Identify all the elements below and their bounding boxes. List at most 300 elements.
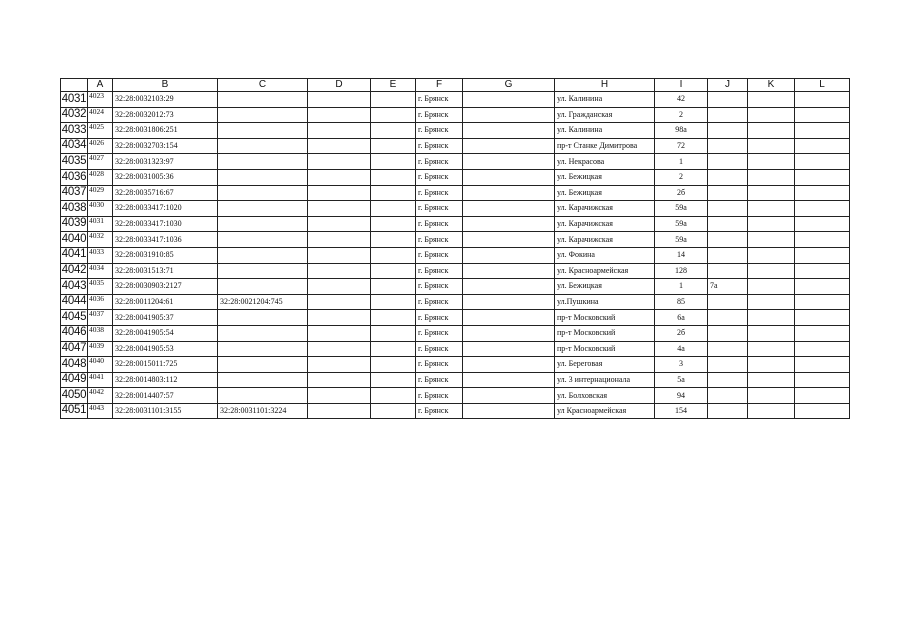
cell-j[interactable] [708, 263, 748, 279]
cell-j[interactable] [708, 123, 748, 139]
cell-f-city[interactable]: г. Брянск [416, 310, 463, 326]
cell-k[interactable] [748, 341, 795, 357]
cell-f-city[interactable]: г. Брянск [416, 138, 463, 154]
cell-h-street[interactable]: ул. 3 интернационала [555, 372, 655, 388]
column-header-a[interactable]: A [88, 79, 113, 92]
table-row [61, 341, 850, 357]
cell-j[interactable] [708, 107, 748, 123]
cell-l[interactable] [795, 310, 850, 326]
cell-a[interactable]: 4036 [88, 294, 113, 310]
cell-b-cadastral-number[interactable]: 32:28:0031101:3155 [113, 403, 218, 419]
table-row [61, 357, 850, 373]
row-number[interactable]: 4038 [61, 201, 88, 217]
cell-g[interactable] [463, 169, 555, 185]
cell-i-house-number[interactable]: 59а [655, 216, 708, 232]
cell-a[interactable]: 4043 [88, 403, 113, 419]
cell-i-house-number[interactable]: 154 [655, 403, 708, 419]
cell-a[interactable]: 4033 [88, 247, 113, 263]
cell-g[interactable] [463, 232, 555, 248]
cell-i-house-number[interactable]: 98а [655, 123, 708, 139]
cell-g[interactable] [463, 185, 555, 201]
row-number[interactable]: 4040 [61, 232, 88, 248]
cell-f-city[interactable]: г. Брянск [416, 357, 463, 373]
cell-l[interactable] [795, 357, 850, 373]
cell-j[interactable] [708, 325, 748, 341]
column-header-row [61, 79, 850, 92]
cell-i-house-number[interactable]: 59а [655, 232, 708, 248]
cell-j[interactable] [708, 138, 748, 154]
cell-k[interactable] [748, 92, 795, 108]
cell-i-house-number[interactable]: 14 [655, 247, 708, 263]
cell-g[interactable] [463, 341, 555, 357]
cell-h-street[interactable]: ул. Гражданская [555, 107, 655, 123]
cell-k[interactable] [748, 325, 795, 341]
cell-k[interactable] [748, 247, 795, 263]
cell-j[interactable] [708, 388, 748, 404]
cell-f-city[interactable]: г. Брянск [416, 92, 463, 108]
column-header-h[interactable]: H [555, 79, 655, 92]
cell-a[interactable]: 4026 [88, 138, 113, 154]
cell-l[interactable] [795, 372, 850, 388]
cell-c-cadastral-number[interactable] [218, 325, 308, 341]
cell-k[interactable] [748, 169, 795, 185]
row-number[interactable]: 4041 [61, 247, 88, 263]
cell-c-cadastral-number[interactable] [218, 201, 308, 217]
cell-h-street[interactable]: ул. Красноармейская [555, 263, 655, 279]
cell-e[interactable] [371, 201, 416, 217]
cell-f-city[interactable]: г. Брянск [416, 263, 463, 279]
cell-g[interactable] [463, 107, 555, 123]
cell-l[interactable] [795, 325, 850, 341]
cell-l[interactable] [795, 216, 850, 232]
cell-d[interactable] [308, 341, 371, 357]
cell-d[interactable] [308, 92, 371, 108]
cell-c-cadastral-number[interactable]: 32:28:0031101:3224 [218, 403, 308, 419]
cell-l[interactable] [795, 201, 850, 217]
cell-i-house-number[interactable]: 1 [655, 279, 708, 295]
corner-header-cell[interactable] [61, 79, 88, 92]
cell-b-cadastral-number[interactable]: 32:28:0032103:29 [113, 92, 218, 108]
cell-a[interactable]: 4039 [88, 341, 113, 357]
cell-b-cadastral-number[interactable]: 32:28:0031513:71 [113, 263, 218, 279]
cell-h-street[interactable]: ул. Бежицкая [555, 185, 655, 201]
cell-h-street[interactable]: ул. Бежицкая [555, 279, 655, 295]
cell-g[interactable] [463, 279, 555, 295]
cell-k[interactable] [748, 310, 795, 326]
cell-h-street[interactable]: ул Красноармейская [555, 403, 655, 419]
cell-c-cadastral-number[interactable] [218, 216, 308, 232]
cell-k[interactable] [748, 232, 795, 248]
cell-i-house-number[interactable]: 59а [655, 201, 708, 217]
cell-k[interactable] [748, 279, 795, 295]
cell-l[interactable] [795, 232, 850, 248]
cell-c-cadastral-number[interactable] [218, 263, 308, 279]
cell-k[interactable] [748, 185, 795, 201]
cell-a[interactable]: 4025 [88, 123, 113, 139]
cell-f-city[interactable]: г. Брянск [416, 232, 463, 248]
cell-d[interactable] [308, 372, 371, 388]
cell-k[interactable] [748, 263, 795, 279]
cell-e[interactable] [371, 279, 416, 295]
table-row [61, 388, 850, 404]
cell-e[interactable] [371, 325, 416, 341]
cell-h-street[interactable]: пр-т Станке Димитрова [555, 138, 655, 154]
cell-l[interactable] [795, 185, 850, 201]
cell-k[interactable] [748, 123, 795, 139]
cell-l[interactable] [795, 403, 850, 419]
cell-g[interactable] [463, 216, 555, 232]
cell-h-street[interactable]: пр-т Московский [555, 310, 655, 326]
cell-f-city[interactable]: г. Брянск [416, 279, 463, 295]
cell-d[interactable] [308, 138, 371, 154]
cell-l[interactable] [795, 388, 850, 404]
row-number[interactable]: 4048 [61, 357, 88, 373]
cell-f-city[interactable]: г. Брянск [416, 294, 463, 310]
cell-c-cadastral-number[interactable] [218, 357, 308, 373]
cell-c-cadastral-number[interactable] [218, 341, 308, 357]
table-row [61, 263, 850, 279]
cell-b-cadastral-number[interactable]: 32:28:0031910:85 [113, 247, 218, 263]
cell-a[interactable]: 4034 [88, 263, 113, 279]
cell-f-city[interactable]: г. Брянск [416, 403, 463, 419]
cell-k[interactable] [748, 201, 795, 217]
table-row [61, 294, 850, 310]
cell-g[interactable] [463, 201, 555, 217]
cell-c-cadastral-number[interactable] [218, 232, 308, 248]
cell-f-city[interactable]: г. Брянск [416, 216, 463, 232]
cell-j[interactable] [708, 92, 748, 108]
cell-k[interactable] [748, 403, 795, 419]
cell-d[interactable] [308, 185, 371, 201]
row-number[interactable]: 4032 [61, 107, 88, 123]
cell-j[interactable] [708, 310, 748, 326]
cell-b-cadastral-number[interactable]: 32:28:0030903:2127 [113, 279, 218, 295]
cell-b-cadastral-number[interactable]: 32:28:0011204:61 [113, 294, 218, 310]
cell-h-street[interactable]: ул. Бежицкая [555, 169, 655, 185]
cell-d[interactable] [308, 263, 371, 279]
cell-e[interactable] [371, 123, 416, 139]
cell-a[interactable]: 4030 [88, 201, 113, 217]
cell-c-cadastral-number[interactable] [218, 388, 308, 404]
cell-b-cadastral-number[interactable]: 32:28:0035716:67 [113, 185, 218, 201]
cell-d[interactable] [308, 107, 371, 123]
cell-g[interactable] [463, 325, 555, 341]
row-number[interactable]: 4031 [61, 92, 88, 108]
cell-a[interactable]: 4023 [88, 92, 113, 108]
table-row [61, 232, 850, 248]
cell-l[interactable] [795, 92, 850, 108]
row-number[interactable]: 4035 [61, 154, 88, 170]
cell-f-city[interactable]: г. Брянск [416, 154, 463, 170]
cell-f-city[interactable]: г. Брянск [416, 185, 463, 201]
table-row [61, 201, 850, 217]
cell-d[interactable] [308, 357, 371, 373]
cell-e[interactable] [371, 372, 416, 388]
cell-i-house-number[interactable]: 1 [655, 154, 708, 170]
cell-e[interactable] [371, 263, 416, 279]
cell-d[interactable] [308, 388, 371, 404]
cell-a[interactable]: 4029 [88, 185, 113, 201]
column-header-b[interactable]: B [113, 79, 218, 92]
column-header-g[interactable]: G [463, 79, 555, 92]
cell-e[interactable] [371, 403, 416, 419]
cell-i-house-number[interactable]: 42 [655, 92, 708, 108]
cell-f-city[interactable]: г. Брянск [416, 201, 463, 217]
cell-h-street[interactable]: ул. Карачижская [555, 216, 655, 232]
cell-j[interactable] [708, 201, 748, 217]
cell-c-cadastral-number[interactable] [218, 185, 308, 201]
row-number[interactable]: 4045 [61, 310, 88, 326]
cell-e[interactable] [371, 232, 416, 248]
cell-k[interactable] [748, 216, 795, 232]
row-number[interactable]: 4050 [61, 388, 88, 404]
cell-j[interactable]: 7а [708, 279, 748, 295]
cell-e[interactable] [371, 107, 416, 123]
cell-g[interactable] [463, 92, 555, 108]
cell-h-street[interactable]: пр-т Московский [555, 341, 655, 357]
cell-l[interactable] [795, 263, 850, 279]
table-row [61, 279, 850, 295]
row-number[interactable]: 4047 [61, 341, 88, 357]
cell-b-cadastral-number[interactable]: 32:28:0031005:36 [113, 169, 218, 185]
row-number[interactable]: 4042 [61, 263, 88, 279]
cell-c-cadastral-number[interactable] [218, 247, 308, 263]
cell-l[interactable] [795, 279, 850, 295]
row-number[interactable]: 4034 [61, 138, 88, 154]
cell-h-street[interactable]: ул. Болховская [555, 388, 655, 404]
cell-c-cadastral-number[interactable] [218, 123, 308, 139]
row-number[interactable]: 4044 [61, 294, 88, 310]
cell-k[interactable] [748, 138, 795, 154]
cell-c-cadastral-number[interactable] [218, 92, 308, 108]
cell-i-house-number[interactable]: 2 [655, 169, 708, 185]
cell-j[interactable] [708, 294, 748, 310]
table-row [61, 247, 850, 263]
cell-h-street[interactable]: ул. Калинина [555, 92, 655, 108]
cell-f-city[interactable]: г. Брянск [416, 247, 463, 263]
cell-g[interactable] [463, 357, 555, 373]
cell-l[interactable] [795, 247, 850, 263]
cell-j[interactable] [708, 216, 748, 232]
cell-l[interactable] [795, 294, 850, 310]
cell-e[interactable] [371, 247, 416, 263]
cell-i-house-number[interactable]: 72 [655, 138, 708, 154]
cell-h-street[interactable]: ул. Фокина [555, 247, 655, 263]
cell-b-cadastral-number[interactable]: 32:28:0041905:37 [113, 310, 218, 326]
cell-d[interactable] [308, 247, 371, 263]
cell-l[interactable] [795, 169, 850, 185]
cell-b-cadastral-number[interactable]: 32:28:0041905:53 [113, 341, 218, 357]
cell-j[interactable] [708, 403, 748, 419]
cell-d[interactable] [308, 279, 371, 295]
cell-h-street[interactable]: ул. Калинина [555, 123, 655, 139]
cell-g[interactable] [463, 310, 555, 326]
cell-d[interactable] [308, 169, 371, 185]
cell-d[interactable] [308, 123, 371, 139]
table-row [61, 372, 850, 388]
cell-g[interactable] [463, 403, 555, 419]
cell-b-cadastral-number[interactable]: 32:28:0033417:1020 [113, 201, 218, 217]
cell-e[interactable] [371, 92, 416, 108]
row-number[interactable]: 4036 [61, 169, 88, 185]
cell-f-city[interactable]: г. Брянск [416, 169, 463, 185]
cell-b-cadastral-number[interactable]: 32:28:0014803:112 [113, 372, 218, 388]
column-header-f[interactable]: F [416, 79, 463, 92]
cell-a[interactable]: 4042 [88, 388, 113, 404]
cell-a[interactable]: 4041 [88, 372, 113, 388]
cell-c-cadastral-number[interactable] [218, 154, 308, 170]
cell-b-cadastral-number[interactable]: 32:28:0014407:57 [113, 388, 218, 404]
cell-i-house-number[interactable]: 94 [655, 388, 708, 404]
cell-a[interactable]: 4031 [88, 216, 113, 232]
cell-h-street[interactable]: ул. Карачижская [555, 232, 655, 248]
cell-j[interactable] [708, 341, 748, 357]
cell-a[interactable]: 4032 [88, 232, 113, 248]
cell-a[interactable]: 4024 [88, 107, 113, 123]
cell-d[interactable] [308, 154, 371, 170]
cell-e[interactable] [371, 138, 416, 154]
cell-b-cadastral-number[interactable]: 32:28:0031323:97 [113, 154, 218, 170]
row-number[interactable]: 4043 [61, 279, 88, 295]
cell-g[interactable] [463, 372, 555, 388]
cell-c-cadastral-number[interactable] [218, 310, 308, 326]
cell-b-cadastral-number[interactable]: 32:28:0015011:725 [113, 357, 218, 373]
cell-f-city[interactable]: г. Брянск [416, 123, 463, 139]
cell-h-street[interactable]: ул. Некрасова [555, 154, 655, 170]
cell-i-house-number[interactable]: 3 [655, 357, 708, 373]
cell-e[interactable] [371, 169, 416, 185]
cell-k[interactable] [748, 372, 795, 388]
cell-a[interactable]: 4027 [88, 154, 113, 170]
cell-b-cadastral-number[interactable]: 32:28:0032703:154 [113, 138, 218, 154]
cell-j[interactable] [708, 372, 748, 388]
column-header-e[interactable]: E [371, 79, 416, 92]
cell-k[interactable] [748, 154, 795, 170]
cell-a[interactable]: 4040 [88, 357, 113, 373]
cell-i-house-number[interactable]: 2 [655, 107, 708, 123]
cell-j[interactable] [708, 169, 748, 185]
row-number[interactable]: 4033 [61, 123, 88, 139]
cell-b-cadastral-number[interactable]: 32:28:0041905:54 [113, 325, 218, 341]
cell-a[interactable]: 4028 [88, 169, 113, 185]
cell-i-house-number[interactable]: 5а [655, 372, 708, 388]
cell-f-city[interactable]: г. Брянск [416, 372, 463, 388]
cell-a[interactable]: 4037 [88, 310, 113, 326]
cell-l[interactable] [795, 107, 850, 123]
cell-d[interactable] [308, 232, 371, 248]
cell-l[interactable] [795, 154, 850, 170]
cell-l[interactable] [795, 138, 850, 154]
cell-g[interactable] [463, 294, 555, 310]
cell-j[interactable] [708, 185, 748, 201]
column-header-l[interactable]: L [795, 79, 850, 92]
cell-e[interactable] [371, 216, 416, 232]
cell-f-city[interactable]: г. Брянск [416, 341, 463, 357]
cell-e[interactable] [371, 388, 416, 404]
cell-d[interactable] [308, 216, 371, 232]
cell-e[interactable] [371, 357, 416, 373]
cell-c-cadastral-number[interactable] [218, 107, 308, 123]
cell-j[interactable] [708, 232, 748, 248]
cell-c-cadastral-number[interactable] [218, 138, 308, 154]
row-number[interactable]: 4046 [61, 325, 88, 341]
cell-c-cadastral-number[interactable] [218, 279, 308, 295]
column-header-j[interactable]: J [708, 79, 748, 92]
cell-c-cadastral-number[interactable] [218, 169, 308, 185]
cell-h-street[interactable]: ул. Карачижская [555, 201, 655, 217]
cell-d[interactable] [308, 403, 371, 419]
cell-j[interactable] [708, 154, 748, 170]
cell-e[interactable] [371, 294, 416, 310]
cell-d[interactable] [308, 294, 371, 310]
cell-i-house-number[interactable]: 4а [655, 341, 708, 357]
cell-d[interactable] [308, 310, 371, 326]
cell-b-cadastral-number[interactable]: 32:28:0032012:73 [113, 107, 218, 123]
table-row [61, 154, 850, 170]
row-number[interactable]: 4037 [61, 185, 88, 201]
cell-f-city[interactable]: г. Брянск [416, 325, 463, 341]
cell-f-city[interactable]: г. Брянск [416, 107, 463, 123]
cell-k[interactable] [748, 388, 795, 404]
cell-i-house-number[interactable]: 2б [655, 185, 708, 201]
cell-e[interactable] [371, 310, 416, 326]
row-number[interactable]: 4049 [61, 372, 88, 388]
cell-j[interactable] [708, 357, 748, 373]
cell-h-street[interactable]: пр-т Московский [555, 325, 655, 341]
cell-a[interactable]: 4035 [88, 279, 113, 295]
cell-i-house-number[interactable]: 85 [655, 294, 708, 310]
cell-d[interactable] [308, 201, 371, 217]
cell-h-street[interactable]: ул.Пушкина [555, 294, 655, 310]
cell-f-city[interactable]: г. Брянск [416, 388, 463, 404]
cell-i-house-number[interactable]: 6а [655, 310, 708, 326]
column-header-d[interactable]: D [308, 79, 371, 92]
cell-g[interactable] [463, 388, 555, 404]
table-body [61, 92, 850, 419]
column-header-c[interactable]: C [218, 79, 308, 92]
table-row [61, 169, 850, 185]
cell-l[interactable] [795, 123, 850, 139]
cell-i-house-number[interactable]: 128 [655, 263, 708, 279]
cell-j[interactable] [708, 247, 748, 263]
cell-i-house-number[interactable]: 2б [655, 325, 708, 341]
cell-g[interactable] [463, 123, 555, 139]
cell-k[interactable] [748, 107, 795, 123]
cell-e[interactable] [371, 154, 416, 170]
cell-k[interactable] [748, 357, 795, 373]
cell-b-cadastral-number[interactable]: 32:28:0033417:1036 [113, 232, 218, 248]
cell-c-cadastral-number[interactable] [218, 372, 308, 388]
cell-e[interactable] [371, 185, 416, 201]
cell-g[interactable] [463, 138, 555, 154]
row-number[interactable]: 4039 [61, 216, 88, 232]
cell-g[interactable] [463, 154, 555, 170]
cell-a[interactable]: 4038 [88, 325, 113, 341]
cell-b-cadastral-number[interactable]: 32:28:0033417:1030 [113, 216, 218, 232]
column-header-k[interactable]: K [748, 79, 795, 92]
cell-e[interactable] [371, 341, 416, 357]
column-header-i[interactable]: I [655, 79, 708, 92]
cell-g[interactable] [463, 247, 555, 263]
row-number[interactable]: 4051 [61, 403, 88, 419]
cell-k[interactable] [748, 294, 795, 310]
cell-g[interactable] [463, 263, 555, 279]
cell-d[interactable] [308, 325, 371, 341]
cell-h-street[interactable]: ул. Береговая [555, 357, 655, 373]
cell-c-cadastral-number[interactable]: 32:28:0021204:745 [218, 294, 308, 310]
cell-l[interactable] [795, 341, 850, 357]
cell-b-cadastral-number[interactable]: 32:28:0031806:251 [113, 123, 218, 139]
